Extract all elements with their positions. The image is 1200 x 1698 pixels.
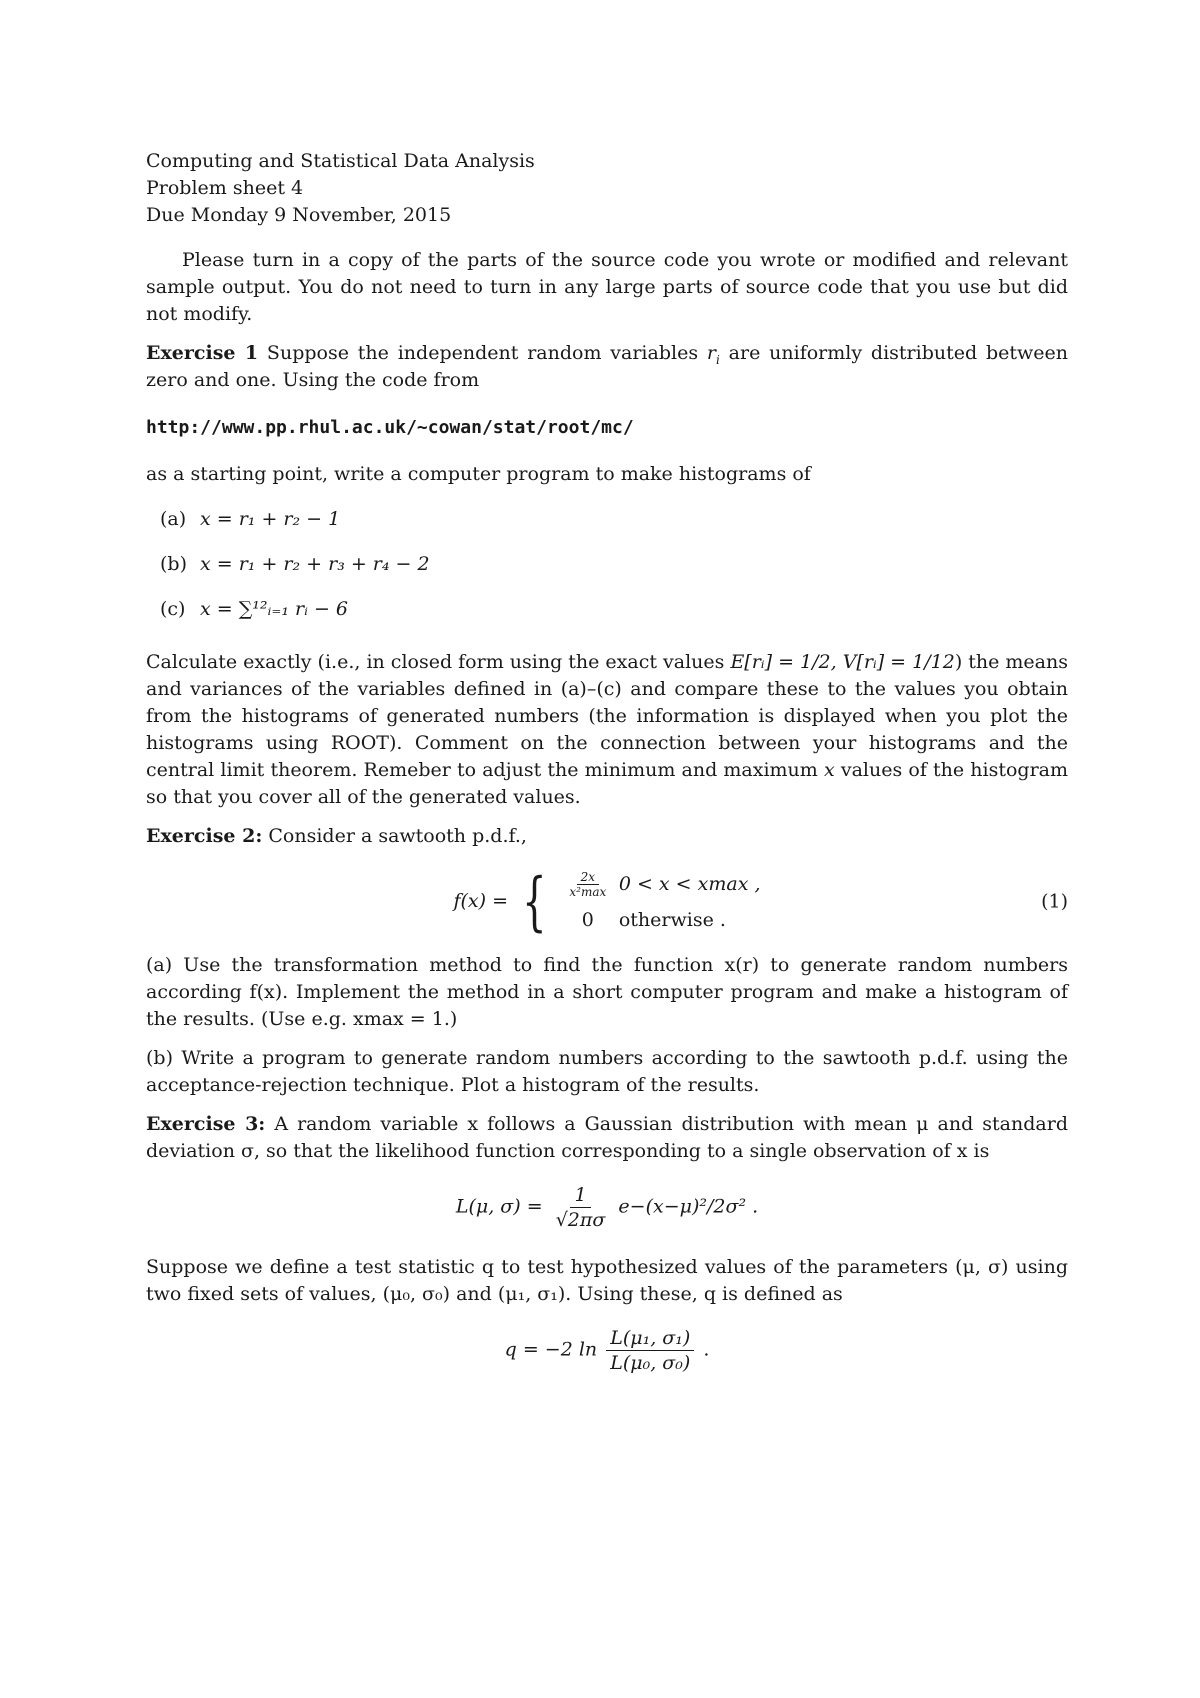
list-item: (b) x = r₁ + r₂ + r₃ + r₄ − 2 — [160, 553, 430, 575]
left-brace-icon: { — [522, 865, 547, 939]
exercise-1-after-url: as a starting point, write a computer program to make histograms of — [146, 463, 811, 485]
course-title: Computing and Statistical Data Analysis — [146, 150, 535, 172]
test-statistic-equation: q = −2 ln $\frac{\text{L(μ₁, σ₁)}}{\text{L(μ₀, σ₀)}}$ . — [504, 1327, 710, 1374]
code-url: http://www.pp.rhul.ac.uk/~cowan/stat/root/mc/ — [146, 417, 634, 438]
problem-sheet-page — [146, 148, 1068, 1375]
intro-paragraph: Please turn in a copy of the parts of the source code you wrote or modified and relevant sample output. You do not need to turn in any large parts of source code that you use but did not modify. — [146, 249, 1068, 325]
exercise-3-intro: Exercise 3: A random variable x follows a Gaussian distribution with mean μ and standard deviation σ, so that the likelihood function corresponding to a single observation of x is — [146, 1113, 1068, 1162]
pdf-cases: $\frac{2x}{\text{x²max}}$ 0 < x < xmax , 0 otherwise . — [569, 869, 761, 931]
equation-number: (1) — [1041, 890, 1068, 913]
exercise-3-label: Exercise 3: — [146, 1113, 266, 1135]
exercise-2-part-b: (b) Write a program to generate random numbers according to the sawtooth p.d.f. using the acceptance-rejection technique. Plot a histogram of the results. — [146, 1047, 1068, 1096]
exercise-1-intro: Exercise 1 Suppose the independent random variables $r_i$ are uniformly distributed between zero and one. Using the code from — [146, 342, 1068, 391]
sheet-header — [146, 148, 1068, 229]
variable-r: $r_i$ — [706, 342, 720, 367]
exercise-1-label: Exercise 1 — [146, 342, 259, 364]
histogram-items — [160, 506, 1068, 641]
exercise-2-part-a: (a) Use the transformation method to find the function x(r) to generate random numbers according f(x). Implement the method in a short computer program and make a histogram of the results. (Use e.g. xmax = 1.) — [146, 954, 1068, 1030]
list-item: (a) x = r₁ + r₂ − 1 — [160, 508, 341, 530]
sheet-number: Problem sheet 4 — [146, 177, 304, 199]
sawtooth-pdf-equation: f(x) = { $\frac{2x}{\text{x²max}}$ 0 < x < xmax , 0 otherwise . (1) — [453, 865, 1068, 939]
exercise-2-label: Exercise 2: — [146, 825, 263, 847]
likelihood-equation: L(μ, σ) = $\frac{1}{√2\pi\sigma}$ e−(x−μ)²/2σ² . — [455, 1184, 759, 1231]
exercise-1-calculation: Calculate exactly (i.e., in closed form using the exact values E[rᵢ] = 1/2, V[rᵢ] = 1/12) the means and variances of the variables defined in (a)–(c) and compare these to the values you obtain from the histograms of generated numbers (the information is displayed when you plot the histograms using ROOT). Comment on the connection between your histograms and the central limit theorem. Remeber to adjust the minimum and maximum x values of the histogram so that you cover all of the generated values. — [146, 651, 1069, 808]
due-date: Due Monday 9 November, 2015 — [146, 204, 452, 226]
list-item: (c) x = ∑¹²ᵢ₌₁ rᵢ − 6 — [160, 598, 349, 620]
exercise-3-test-statistic: Suppose we define a test statistic q to test hypothesized values of the parameters (μ, σ) using two fixed sets of values, (μ₀, σ₀) and (μ₁, σ₁). Using these, q is defined as — [146, 1256, 1068, 1305]
exercise-2-intro: Exercise 2: Consider a sawtooth p.d.f., — [146, 825, 527, 847]
